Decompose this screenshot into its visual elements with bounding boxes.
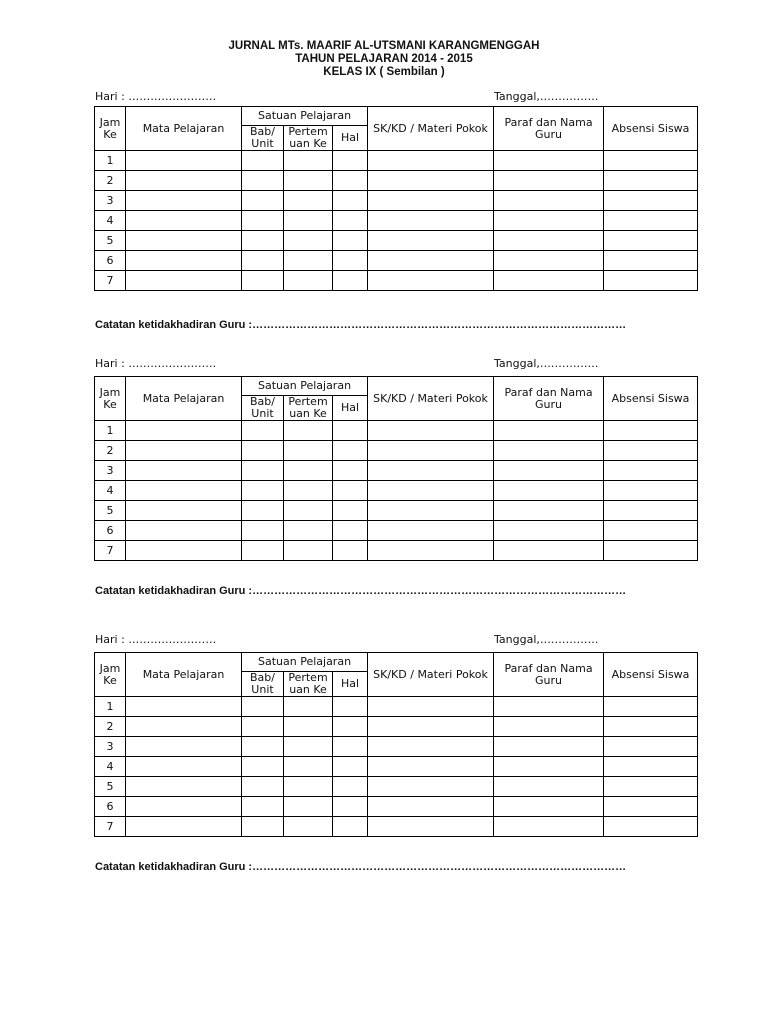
cell-hal[interactable] — [333, 461, 368, 481]
cell-paraf[interactable] — [494, 271, 604, 291]
cell-sk-kd[interactable] — [368, 541, 494, 561]
cell-sk-kd[interactable] — [368, 521, 494, 541]
cell-absensi[interactable] — [604, 757, 698, 777]
row-number: 3 — [95, 191, 126, 211]
cell-paraf[interactable] — [494, 717, 604, 737]
cell-bab-unit[interactable] — [242, 737, 284, 757]
journal-table — [94, 652, 698, 837]
col-jam-ke: Jam Ke — [95, 377, 126, 421]
cell-bab-unit[interactable] — [242, 211, 284, 231]
cell-sk-kd[interactable] — [368, 697, 494, 717]
class-label: KELAS IX ( Sembilan ) — [323, 66, 445, 78]
col-absensi: Absensi Siswa — [604, 377, 698, 421]
cell-mata-pelajaran[interactable] — [126, 817, 242, 837]
cell-pertemuan-ke[interactable] — [284, 271, 333, 291]
col-satuan-pelajaran: Satuan Pelajaran — [242, 107, 368, 126]
col-pertemuan-ke: Pertem uan Ke — [284, 672, 333, 697]
table-row — [95, 271, 698, 291]
cell-paraf[interactable] — [494, 231, 604, 251]
cell-absensi[interactable] — [604, 541, 698, 561]
row-number: 1 — [95, 421, 126, 441]
table-row — [95, 171, 698, 191]
col-satuan-pelajaran: Satuan Pelajaran — [242, 653, 368, 672]
cell-paraf[interactable] — [494, 521, 604, 541]
cell-pertemuan-ke[interactable] — [284, 191, 333, 211]
cell-mata-pelajaran[interactable] — [126, 481, 242, 501]
cell-pertemuan-ke[interactable] — [284, 697, 333, 717]
col-bab-unit: Bab/ Unit — [242, 672, 284, 697]
col-jam-ke: Jam Ke — [95, 653, 126, 697]
cell-mata-pelajaran[interactable] — [126, 757, 242, 777]
row-number: 3 — [95, 461, 126, 481]
cell-hal[interactable] — [333, 697, 368, 717]
cell-sk-kd[interactable] — [368, 251, 494, 271]
cell-mata-pelajaran[interactable] — [126, 231, 242, 251]
cell-mata-pelajaran[interactable] — [126, 697, 242, 717]
cell-bab-unit[interactable] — [242, 151, 284, 171]
cell-sk-kd[interactable] — [368, 481, 494, 501]
cell-absensi[interactable] — [604, 461, 698, 481]
cell-absensi[interactable] — [604, 697, 698, 717]
cell-paraf[interactable] — [494, 151, 604, 171]
cell-hal[interactable] — [333, 757, 368, 777]
cell-pertemuan-ke[interactable] — [284, 757, 333, 777]
cell-pertemuan-ke[interactable] — [284, 231, 333, 251]
cell-mata-pelajaran[interactable] — [126, 521, 242, 541]
cell-hal[interactable] — [333, 171, 368, 191]
cell-hal[interactable] — [333, 421, 368, 441]
table-row — [95, 151, 698, 171]
cell-absensi[interactable] — [604, 251, 698, 271]
cell-hal[interactable] — [333, 211, 368, 231]
cell-bab-unit[interactable] — [242, 421, 284, 441]
row-number: 6 — [95, 251, 126, 271]
cell-hal[interactable] — [333, 521, 368, 541]
row-number: 2 — [95, 717, 126, 737]
cell-paraf[interactable] — [494, 501, 604, 521]
table-row — [95, 817, 698, 837]
table-row — [95, 251, 698, 271]
cell-pertemuan-ke[interactable] — [284, 737, 333, 757]
tanggal-field: Tanggal,……………. — [494, 357, 599, 370]
academic-year: TAHUN PELAJARAN 2014 - 2015 — [295, 53, 473, 65]
catatan-line: Catatan ketidakhadiran Guru :………………………………………………………………………………………… — [95, 861, 627, 873]
catatan-line: Catatan ketidakhadiran Guru :………………………………………………………………………………………… — [95, 585, 627, 597]
table-row — [95, 521, 698, 541]
col-jam-ke: Jam Ke — [95, 107, 126, 151]
cell-hal[interactable] — [333, 737, 368, 757]
col-sk-kd: SK/KD / Materi Pokok — [368, 377, 494, 421]
cell-hal[interactable] — [333, 817, 368, 837]
cell-hal[interactable] — [333, 251, 368, 271]
cell-paraf[interactable] — [494, 171, 604, 191]
tanggal-field: Tanggal,……………. — [494, 90, 599, 103]
table-row — [95, 461, 698, 481]
cell-paraf[interactable] — [494, 251, 604, 271]
cell-bab-unit[interactable] — [242, 797, 284, 817]
col-absensi: Absensi Siswa — [604, 107, 698, 151]
row-number: 7 — [95, 817, 126, 837]
row-number: 4 — [95, 211, 126, 231]
cell-mata-pelajaran[interactable] — [126, 441, 242, 461]
row-number: 5 — [95, 231, 126, 251]
col-hal: Hal — [333, 396, 368, 421]
cell-absensi[interactable] — [604, 441, 698, 461]
cell-mata-pelajaran[interactable] — [126, 171, 242, 191]
cell-pertemuan-ke[interactable] — [284, 211, 333, 231]
col-bab-unit: Bab/ Unit — [242, 396, 284, 421]
cell-paraf[interactable] — [494, 697, 604, 717]
cell-hal[interactable] — [333, 501, 368, 521]
cell-pertemuan-ke[interactable] — [284, 171, 333, 191]
table-row — [95, 501, 698, 521]
cell-hal[interactable] — [333, 191, 368, 211]
cell-bab-unit[interactable] — [242, 501, 284, 521]
cell-bab-unit[interactable] — [242, 817, 284, 837]
cell-paraf[interactable] — [494, 191, 604, 211]
cell-hal[interactable] — [333, 231, 368, 251]
cell-paraf[interactable] — [494, 777, 604, 797]
cell-absensi[interactable] — [604, 191, 698, 211]
cell-pertemuan-ke[interactable] — [284, 421, 333, 441]
cell-pertemuan-ke[interactable] — [284, 541, 333, 561]
cell-sk-kd[interactable] — [368, 461, 494, 481]
col-sk-kd: SK/KD / Materi Pokok — [368, 107, 494, 151]
cell-bab-unit[interactable] — [242, 777, 284, 797]
cell-bab-unit[interactable] — [242, 231, 284, 251]
cell-pertemuan-ke[interactable] — [284, 777, 333, 797]
cell-paraf[interactable] — [494, 737, 604, 757]
cell-sk-kd[interactable] — [368, 421, 494, 441]
row-number: 1 — [95, 697, 126, 717]
cell-bab-unit[interactable] — [242, 481, 284, 501]
cell-bab-unit[interactable] — [242, 271, 284, 291]
cell-sk-kd[interactable] — [368, 191, 494, 211]
cell-pertemuan-ke[interactable] — [284, 817, 333, 837]
cell-sk-kd[interactable] — [368, 717, 494, 737]
cell-mata-pelajaran[interactable] — [126, 777, 242, 797]
row-number: 6 — [95, 521, 126, 541]
journal-table — [94, 376, 698, 561]
cell-sk-kd[interactable] — [368, 231, 494, 251]
cell-bab-unit[interactable] — [242, 541, 284, 561]
cell-absensi[interactable] — [604, 737, 698, 757]
col-hal: Hal — [333, 126, 368, 151]
cell-hal[interactable] — [333, 481, 368, 501]
row-number: 2 — [95, 441, 126, 461]
cell-sk-kd[interactable] — [368, 211, 494, 231]
col-paraf: Paraf dan Nama Guru — [494, 377, 604, 421]
cell-bab-unit[interactable] — [242, 251, 284, 271]
cell-mata-pelajaran[interactable] — [126, 191, 242, 211]
cell-sk-kd[interactable] — [368, 737, 494, 757]
col-hal: Hal — [333, 672, 368, 697]
cell-mata-pelajaran[interactable] — [126, 151, 242, 171]
cell-paraf[interactable] — [494, 797, 604, 817]
table-row — [95, 441, 698, 461]
hari-field: Hari : …………………… — [95, 90, 217, 103]
cell-absensi[interactable] — [604, 421, 698, 441]
col-satuan-pelajaran: Satuan Pelajaran — [242, 377, 368, 396]
cell-pertemuan-ke[interactable] — [284, 521, 333, 541]
cell-sk-kd[interactable] — [368, 777, 494, 797]
cell-mata-pelajaran[interactable] — [126, 461, 242, 481]
row-number: 3 — [95, 737, 126, 757]
cell-mata-pelajaran[interactable] — [126, 251, 242, 271]
journal-title: JURNAL MTs. MAARIF AL-UTSMANI KARANGMENGGAH — [228, 40, 540, 52]
cell-sk-kd[interactable] — [368, 797, 494, 817]
cell-bab-unit[interactable] — [242, 461, 284, 481]
col-mata-pelajaran: Mata Pelajaran — [126, 107, 242, 151]
row-number: 7 — [95, 541, 126, 561]
cell-absensi[interactable] — [604, 211, 698, 231]
table-row — [95, 231, 698, 251]
table-row — [95, 481, 698, 501]
cell-sk-kd[interactable] — [368, 817, 494, 837]
table-row — [95, 777, 698, 797]
cell-bab-unit[interactable] — [242, 757, 284, 777]
cell-pertemuan-ke[interactable] — [284, 461, 333, 481]
cell-paraf[interactable] — [494, 757, 604, 777]
row-number: 1 — [95, 151, 126, 171]
cell-bab-unit[interactable] — [242, 191, 284, 211]
cell-bab-unit[interactable] — [242, 717, 284, 737]
cell-pertemuan-ke[interactable] — [284, 797, 333, 817]
cell-hal[interactable] — [333, 271, 368, 291]
cell-absensi[interactable] — [604, 797, 698, 817]
row-number: 6 — [95, 797, 126, 817]
cell-pertemuan-ke[interactable] — [284, 151, 333, 171]
cell-bab-unit[interactable] — [242, 697, 284, 717]
cell-hal[interactable] — [333, 797, 368, 817]
cell-pertemuan-ke[interactable] — [284, 717, 333, 737]
cell-paraf[interactable] — [494, 817, 604, 837]
row-number: 5 — [95, 501, 126, 521]
row-number: 4 — [95, 481, 126, 501]
cell-pertemuan-ke[interactable] — [284, 501, 333, 521]
cell-bab-unit[interactable] — [242, 171, 284, 191]
cell-mata-pelajaran[interactable] — [126, 271, 242, 291]
table-row — [95, 757, 698, 777]
col-pertemuan-ke: Pertem uan Ke — [284, 396, 333, 421]
table-row — [95, 737, 698, 757]
cell-paraf[interactable] — [494, 541, 604, 561]
cell-sk-kd[interactable] — [368, 271, 494, 291]
cell-hal[interactable] — [333, 151, 368, 171]
cell-sk-kd[interactable] — [368, 757, 494, 777]
col-pertemuan-ke: Pertem uan Ke — [284, 126, 333, 151]
journal-table — [94, 106, 698, 291]
cell-sk-kd[interactable] — [368, 151, 494, 171]
col-absensi: Absensi Siswa — [604, 653, 698, 697]
table-row — [95, 797, 698, 817]
hari-field: Hari : …………………… — [95, 357, 217, 370]
cell-mata-pelajaran[interactable] — [126, 737, 242, 757]
table-row — [95, 421, 698, 441]
cell-hal[interactable] — [333, 777, 368, 797]
cell-mata-pelajaran[interactable] — [126, 501, 242, 521]
col-sk-kd: SK/KD / Materi Pokok — [368, 653, 494, 697]
table-row — [95, 697, 698, 717]
cell-pertemuan-ke[interactable] — [284, 251, 333, 271]
cell-absensi[interactable] — [604, 231, 698, 251]
cell-paraf[interactable] — [494, 441, 604, 461]
cell-sk-kd[interactable] — [368, 501, 494, 521]
cell-pertemuan-ke[interactable] — [284, 481, 333, 501]
table-row — [95, 541, 698, 561]
cell-absensi[interactable] — [604, 777, 698, 797]
col-mata-pelajaran: Mata Pelajaran — [126, 377, 242, 421]
cell-hal[interactable] — [333, 541, 368, 561]
table-row — [95, 191, 698, 211]
cell-bab-unit[interactable] — [242, 521, 284, 541]
row-number: 4 — [95, 757, 126, 777]
cell-mata-pelajaran[interactable] — [126, 717, 242, 737]
cell-mata-pelajaran[interactable] — [126, 541, 242, 561]
cell-absensi[interactable] — [604, 481, 698, 501]
row-number: 2 — [95, 171, 126, 191]
cell-mata-pelajaran[interactable] — [126, 421, 242, 441]
catatan-line: Catatan ketidakhadiran Guru :………………………………………………………………………………………… — [95, 319, 627, 331]
cell-absensi[interactable] — [604, 171, 698, 191]
cell-paraf[interactable] — [494, 481, 604, 501]
cell-sk-kd[interactable] — [368, 171, 494, 191]
col-paraf: Paraf dan Nama Guru — [494, 653, 604, 697]
cell-mata-pelajaran[interactable] — [126, 797, 242, 817]
hari-field: Hari : …………………… — [95, 633, 217, 646]
cell-sk-kd[interactable] — [368, 441, 494, 461]
cell-absensi[interactable] — [604, 817, 698, 837]
cell-hal[interactable] — [333, 441, 368, 461]
table-row — [95, 717, 698, 737]
cell-absensi[interactable] — [604, 521, 698, 541]
cell-pertemuan-ke[interactable] — [284, 441, 333, 461]
cell-paraf[interactable] — [494, 421, 604, 441]
col-paraf: Paraf dan Nama Guru — [494, 107, 604, 151]
row-number: 7 — [95, 271, 126, 291]
cell-paraf[interactable] — [494, 211, 604, 231]
cell-bab-unit[interactable] — [242, 441, 284, 461]
cell-mata-pelajaran[interactable] — [126, 211, 242, 231]
cell-absensi[interactable] — [604, 151, 698, 171]
row-number: 5 — [95, 777, 126, 797]
cell-paraf[interactable] — [494, 461, 604, 481]
cell-absensi[interactable] — [604, 501, 698, 521]
table-row — [95, 211, 698, 231]
col-mata-pelajaran: Mata Pelajaran — [126, 653, 242, 697]
cell-hal[interactable] — [333, 717, 368, 737]
col-bab-unit: Bab/ Unit — [242, 126, 284, 151]
tanggal-field: Tanggal,……………. — [494, 633, 599, 646]
cell-absensi[interactable] — [604, 271, 698, 291]
cell-absensi[interactable] — [604, 717, 698, 737]
